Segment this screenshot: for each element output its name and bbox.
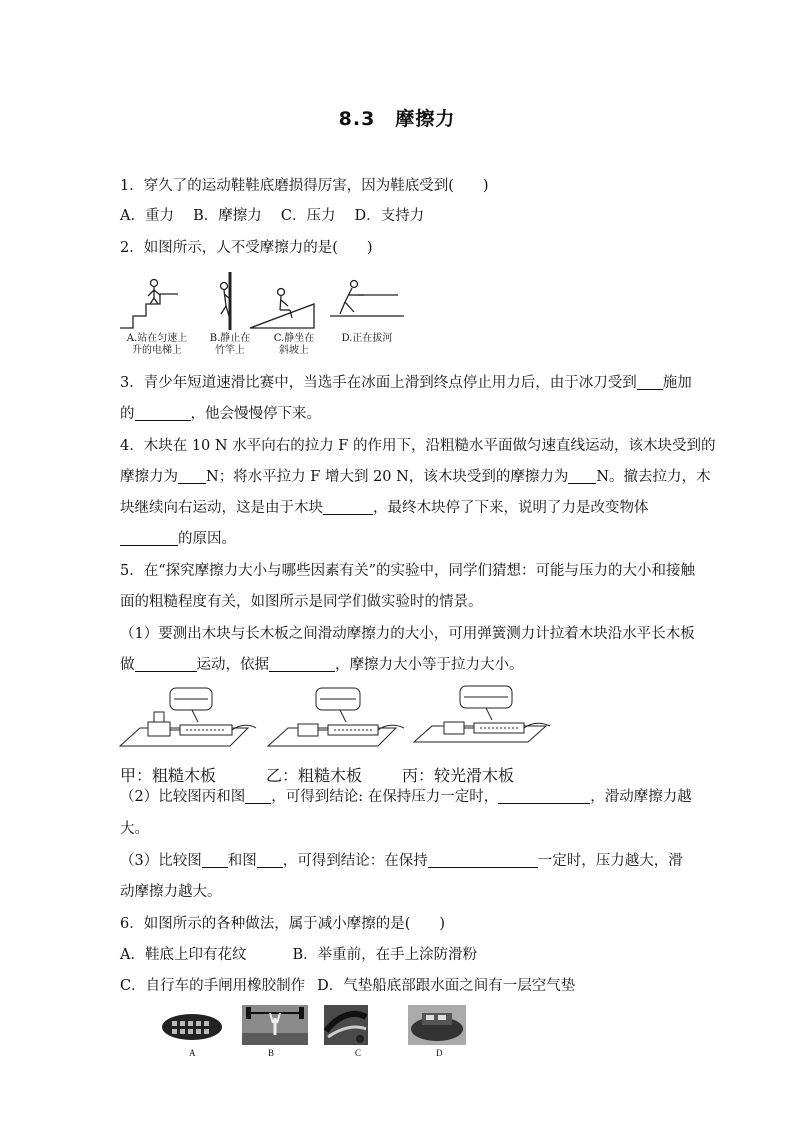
figure-c-label: C.静坐在 斜坡上: [273, 333, 315, 356]
photo-a-shoe-sole: [162, 1014, 222, 1040]
q5-part1-line2: 做 运动，依据 ，摩擦力大小等于拉力大小。: [120, 657, 524, 673]
q4-line3: 块继续向右运动，这是由于木块 ，最终木块停了下来，说明了力是改变物体: [120, 500, 649, 516]
q6-options-row2: C．自行车的手闸用橡胶制作 D．气垫船底部跟水面之间有一层空气垫: [120, 978, 576, 994]
caption-bing: 丙：较光滑木板: [402, 766, 515, 785]
photo-d-label: D: [436, 1048, 443, 1058]
q5-part3-line1: （3）比较图 和图 ，可得到结论：在保持 一定时，压力越大，滑: [120, 853, 683, 869]
page-title: 8.3 摩擦力: [338, 108, 456, 130]
photo-a-label: A: [189, 1048, 196, 1058]
experiment-bing: [414, 686, 550, 742]
q3-line2: 的 ，他会慢慢停下来。: [120, 406, 321, 422]
figure-a-label: A.站在匀速上 升的电梯上: [126, 333, 188, 356]
caption-jia: 甲：粗糙木板: [120, 766, 217, 785]
figure-d-tug: [330, 281, 404, 317]
q6-options-row1: A．鞋底上印有花纹 B．举重前，在手上涂防滑粉: [120, 947, 478, 963]
q4-line4: 的原因。: [120, 529, 680, 549]
figure-c-slope: [250, 289, 314, 329]
q6-stem: 6．如图所示的各种做法，属于减小摩擦的是( ): [120, 916, 446, 932]
q5-figure-captions: [120, 763, 514, 786]
caption-yi: 乙：粗糙木板: [266, 766, 363, 785]
experiment-jia: [120, 688, 256, 746]
q5-blank-2[interactable]: [269, 657, 335, 672]
q3-blank-2[interactable]: [135, 406, 191, 421]
photo-b-label: B: [268, 1048, 275, 1058]
photo-d-hovercraft: [408, 1005, 466, 1045]
figure-b-label: B.静止在 竹竿上: [209, 333, 251, 356]
q4-blank-3[interactable]: [323, 500, 373, 515]
q5-part2-line1: （2）比较图丙和图 ，可得到结论: 在保持压力一定时， ，滑动摩擦力越: [120, 789, 692, 805]
q3-line1: 3．青少年短道速滑比赛中，当选手在冰面上滑到终点停止用力后，由于冰刀受到 施加: [120, 375, 692, 391]
figure-d-label: D.正在拔河: [341, 333, 393, 344]
photo-c-label: C: [355, 1048, 362, 1058]
q4-blank-1[interactable]: [178, 469, 206, 484]
q5-part3-line2: 动摩擦力越大。: [120, 884, 222, 900]
experiment-yi: [268, 688, 404, 746]
figure-b-pole: [221, 272, 231, 330]
q5-blank-5[interactable]: [202, 853, 228, 868]
q5-blank-4[interactable]: [498, 789, 590, 804]
figure-a-escalator: [120, 280, 178, 329]
q4-blank-2[interactable]: [568, 469, 596, 484]
q3-blank-1[interactable]: [637, 375, 663, 390]
q5-part2-line2: 大。: [120, 821, 149, 837]
q4-line2: 摩擦力为 N；将水平拉力 F 增大到 20 N，该木块受到的摩擦力为 N。撤去拉力，木: [120, 469, 711, 485]
q4-blank-4[interactable]: [120, 531, 178, 546]
photo-c-bike-brake: [324, 1005, 368, 1045]
q5-blank-3[interactable]: [245, 789, 271, 804]
q2-figure: [118, 270, 408, 330]
q5-blank-1[interactable]: [135, 657, 197, 672]
q5-part1-line1: （1）要测出木块与长木板之间滑动摩擦力的大小，可用弹簧测力计拉着木块沿水平长木板: [120, 626, 695, 642]
photo-b-weightlifting: [242, 1005, 308, 1045]
q5-experiment-figure: [118, 686, 558, 756]
q5-line1: 5．在“探究摩擦力大小与哪些因素有关”的实验中，同学们猜想：可能与压力的大小和接触: [120, 563, 696, 579]
q2-stem: 2．如图所示，人不受摩擦力的是( ): [120, 240, 373, 256]
q1-options: A．重力 B．摩擦力 C．压力 D．支持力: [120, 208, 425, 224]
q1-stem: 1．穿久了的运动鞋鞋底磨损得厉害，因为鞋底受到( ): [120, 178, 489, 194]
q5-blank-7[interactable]: [428, 853, 538, 868]
q4-line1: 4．木块在 10 N 水平向右的拉力 F 的作用下，沿粗糙水平面做匀速直线运动，该木块受到的: [120, 438, 716, 454]
q5-blank-6[interactable]: [257, 853, 283, 868]
q6-photos: [160, 1003, 470, 1049]
q5-line2: 面的粗糙程度有关，如图所示是同学们做实验时的情景。: [120, 594, 483, 610]
